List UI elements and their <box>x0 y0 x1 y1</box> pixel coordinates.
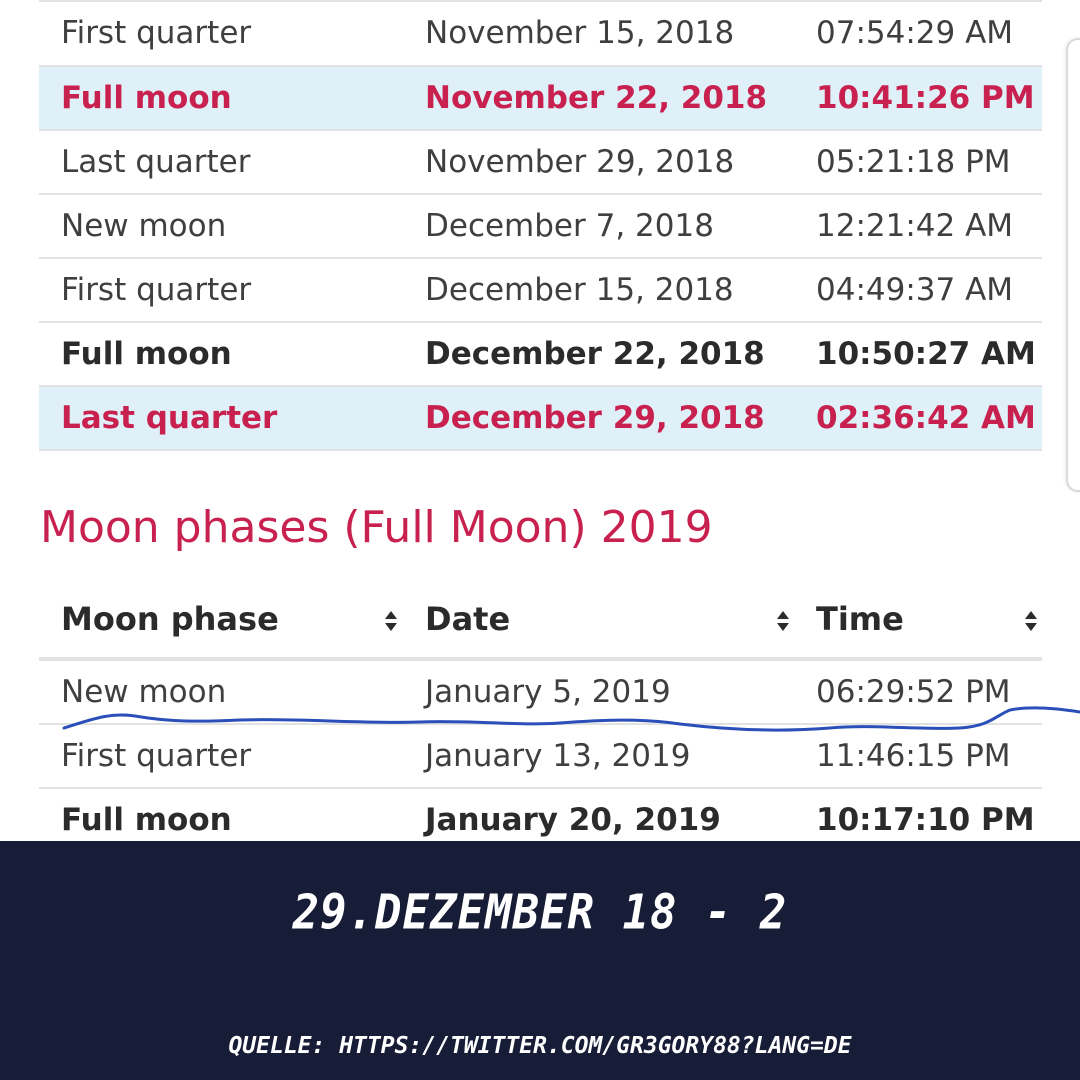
time-cell: 10:50:27 AM <box>816 336 1036 372</box>
section-title: Moon phases (Full Moon) 2019 <box>40 502 713 553</box>
table-row <box>39 725 1042 789</box>
moon-phases-table-2018 <box>39 0 1042 451</box>
date-cell: January 13, 2019 <box>425 738 691 774</box>
date-cell: January 20, 2019 <box>425 802 721 838</box>
time-cell: 04:49:37 AM <box>816 272 1014 308</box>
table-row <box>39 661 1042 725</box>
sort-up-down-icon[interactable] <box>1023 609 1039 633</box>
sort-up-down-icon[interactable] <box>775 609 791 633</box>
date-cell: December 22, 2018 <box>425 336 765 372</box>
phase-cell: First quarter <box>61 272 252 308</box>
caption-source: QUELLE: HTTPS://TWITTER.COM/GR3GORY88?LANG=DE <box>228 1033 852 1059</box>
caption-band <box>0 841 1080 1080</box>
time-cell: 05:21:18 PM <box>816 144 1011 180</box>
date-cell: November 29, 2018 <box>425 144 735 180</box>
time-cell: 10:17:10 PM <box>816 802 1035 838</box>
date-cell: November 15, 2018 <box>425 15 735 51</box>
column-header-date[interactable]: Date <box>425 600 511 638</box>
time-cell: 12:21:42 AM <box>816 208 1014 244</box>
phase-cell: Last quarter <box>61 144 251 180</box>
table-row <box>39 323 1042 387</box>
table-row <box>39 387 1042 451</box>
time-cell: 10:41:26 PM <box>816 80 1035 116</box>
phase-cell: First quarter <box>61 15 252 51</box>
caption-title: 29.DEZEMBER 18 - 2 <box>292 884 788 941</box>
time-cell: 06:29:52 PM <box>816 674 1011 710</box>
sort-up-down-icon[interactable] <box>383 609 399 633</box>
date-cell: December 29, 2018 <box>425 400 765 436</box>
phase-cell: Full moon <box>61 336 232 372</box>
moon-phases-table-2019 <box>39 583 1042 853</box>
phase-cell: Full moon <box>61 802 232 838</box>
column-header-time[interactable]: Time <box>816 600 904 638</box>
time-cell: 02:36:42 AM <box>816 400 1036 436</box>
table-row <box>39 0 1042 67</box>
time-cell: 11:46:15 PM <box>816 738 1011 774</box>
phase-cell: Full moon <box>61 80 232 116</box>
phase-cell: New moon <box>61 674 227 710</box>
time-cell: 07:54:29 AM <box>816 15 1014 51</box>
date-cell: November 22, 2018 <box>425 80 768 116</box>
table-row <box>39 67 1042 131</box>
table-row <box>39 131 1042 195</box>
date-cell: December 7, 2018 <box>425 208 714 244</box>
date-cell: January 5, 2019 <box>425 674 671 710</box>
table-row <box>39 195 1042 259</box>
scroll-indicator[interactable] <box>1066 38 1080 492</box>
table-header-row <box>39 583 1042 661</box>
date-cell: December 15, 2018 <box>425 272 734 308</box>
phase-cell: New moon <box>61 208 227 244</box>
phase-cell: Last quarter <box>61 400 278 436</box>
column-header-moon-phase[interactable]: Moon phase <box>61 600 279 638</box>
table-row <box>39 259 1042 323</box>
phase-cell: First quarter <box>61 738 252 774</box>
